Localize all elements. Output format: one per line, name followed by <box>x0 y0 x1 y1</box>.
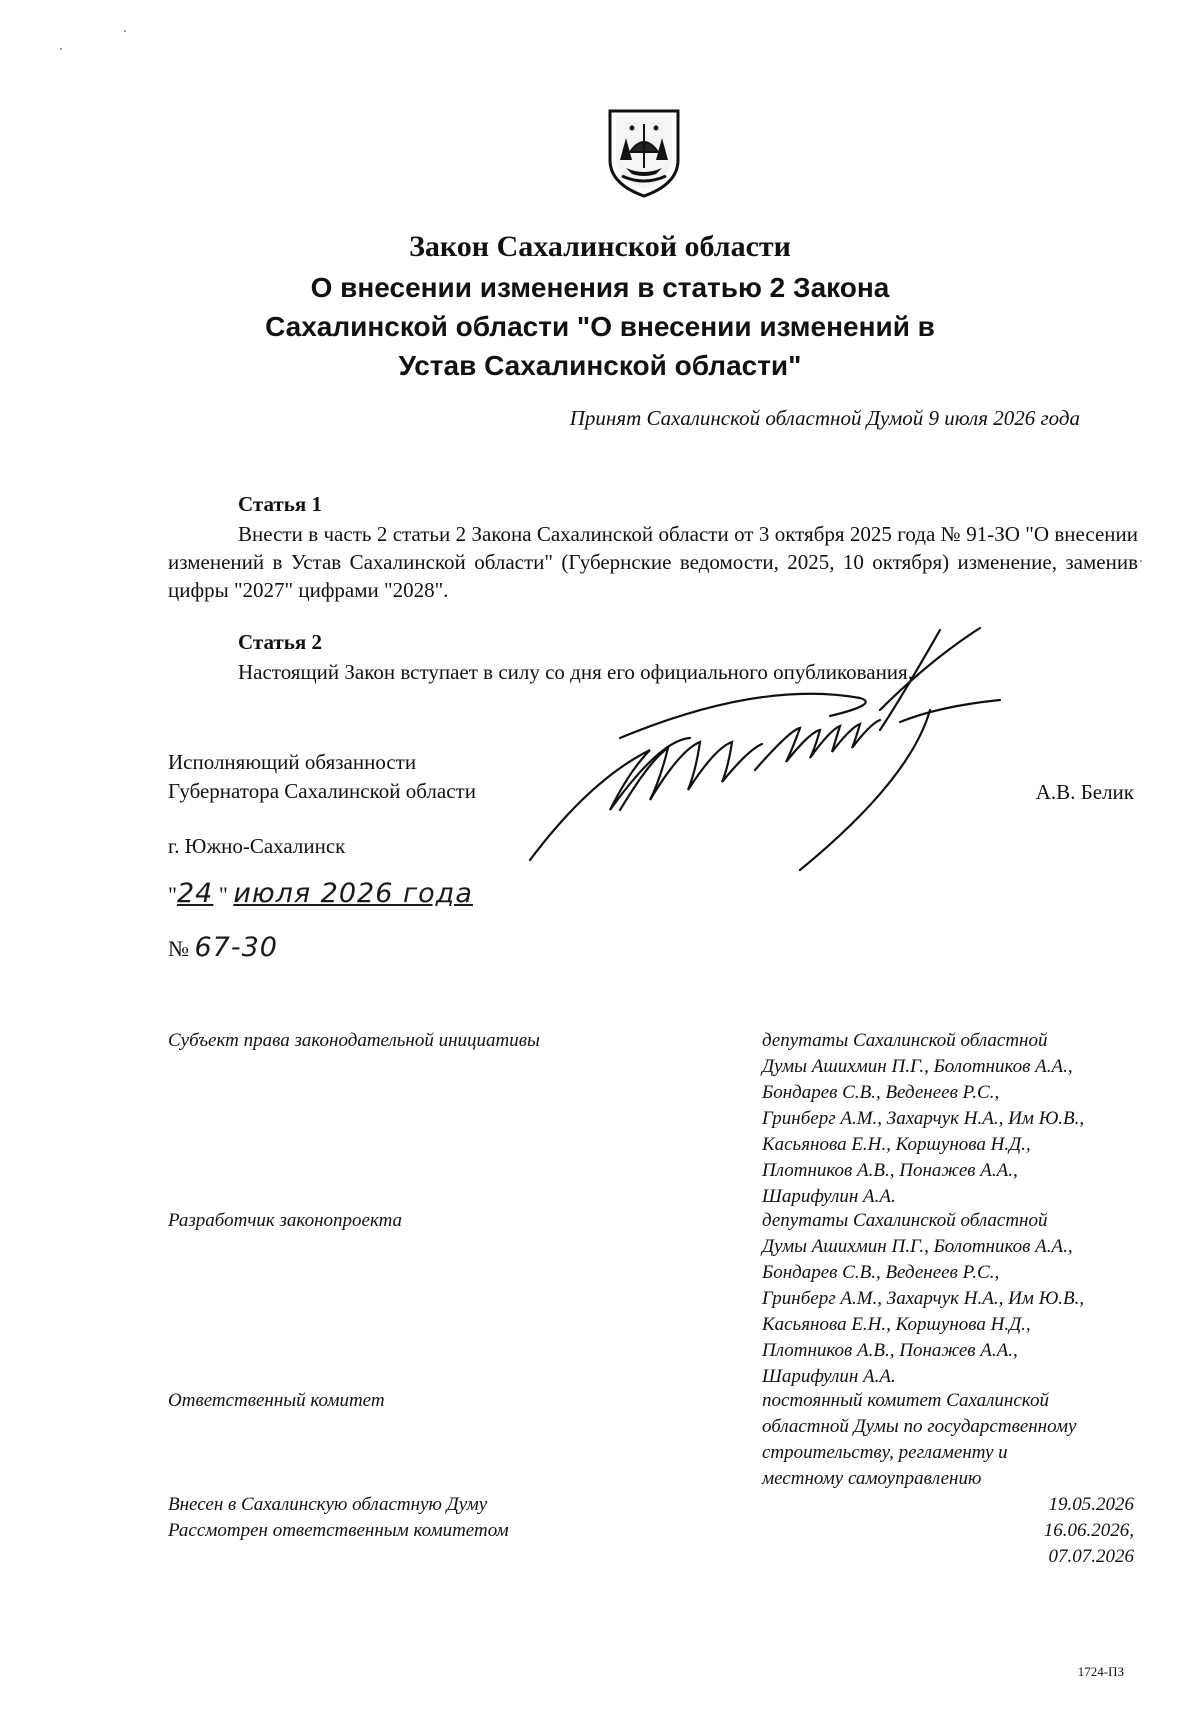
value-line: Гринберг А.М., Захарчук Н.А., Им Ю.В., <box>762 1108 1085 1129</box>
value-line: Гринберг А.М., Захарчук Н.А., Им Ю.В., <box>762 1288 1085 1309</box>
value-line: местному самоуправлению <box>762 1468 982 1489</box>
value-line: Бондарев С.В., Веденеев Р.С., <box>762 1262 1000 1283</box>
value-line: Касьянова Е.Н., Коршунова Н.Д., <box>762 1314 1031 1335</box>
signatory-title-line: Исполняющий обязанности <box>168 750 417 774</box>
responsible-committee-value <box>762 1388 1136 1492</box>
law-subtitle-line: О внесении изменения в статью 2 Закона <box>310 272 890 303</box>
article-1-title: Статья 1 <box>238 492 322 516</box>
value-line: Шарифулин А.А. <box>762 1186 896 1207</box>
initiative-subject-label: Субъект права законодательной инициативы <box>168 1030 540 1051</box>
value-line: Касьянова Е.Н., Коршунова Н.Д., <box>762 1134 1031 1155</box>
scan-speck <box>1140 560 1142 562</box>
scan-speck <box>124 30 126 32</box>
document-code: 1724-ПЗ <box>1077 1664 1124 1679</box>
signing-place: г. Южно-Сахалинск <box>168 834 346 858</box>
bill-developer-value <box>762 1208 1136 1390</box>
value-line: Бондарев С.В., Веденеев Р.С., <box>762 1082 1000 1103</box>
value-line: депутаты Сахалинской областной <box>762 1030 1048 1051</box>
adoption-note: Принят Сахалинской областной Думой 9 июля 2026 года <box>569 406 1080 430</box>
value-line: депутаты Сахалинской областной <box>762 1210 1048 1231</box>
handwritten-date-day: 24 <box>176 878 214 909</box>
considered-date: 07.07.2026 <box>1048 1546 1134 1567</box>
law-subtitle-line: Сахалинской области "О внесении изменений в <box>265 311 935 342</box>
signatory-title <box>168 748 476 806</box>
signatory-name: А.В. Белик <box>1035 780 1134 804</box>
considered-label: Рассмотрен ответственным комитетом <box>168 1520 509 1541</box>
article-2-text: Настоящий Закон вступает в силу со дня его официального опубликования. <box>238 660 913 684</box>
responsible-committee-label: Ответственный комитет <box>168 1390 385 1411</box>
initiative-subject-value <box>762 1028 1136 1210</box>
value-line: Шарифулин А.А. <box>762 1366 896 1387</box>
article-1-text: Внести в часть 2 статьи 2 Закона Сахалинской области от 3 октября 2025 года № 91-ЗО "О внесении изменений в Устав Сахалинской области" (Губернские ведомости, 2025, 10 октября) изменение, заменив цифры "2027" цифрами "2028". <box>168 522 1138 602</box>
bill-developer-label: Разработчик законопроекта <box>168 1210 403 1231</box>
law-subtitle <box>0 268 1200 385</box>
submitted-date: 19.05.2026 <box>1048 1494 1134 1515</box>
handwritten-law-number: 67-30 <box>194 932 278 963</box>
value-line: Плотников А.В., Понажев А.А., <box>762 1160 1018 1181</box>
law-title: Закон Сахалинской области <box>409 230 791 263</box>
date-close-quote: " <box>218 882 228 907</box>
article-2-title: Статья 2 <box>238 630 322 654</box>
sakhalin-coat-of-arms-icon <box>606 108 682 198</box>
scan-speck <box>60 48 62 50</box>
handwritten-date-rest: июля 2026 года <box>233 878 473 909</box>
submission-dates <box>1044 1492 1134 1570</box>
law-number <box>168 932 278 963</box>
value-line: областной Думы по государственному <box>762 1416 1077 1437</box>
date-open-quote: " <box>168 882 177 907</box>
value-line: Думы Ашихмин П.Г., Болотников А.А., <box>762 1056 1073 1077</box>
considered-date: 16.06.2026, <box>1043 1520 1134 1541</box>
value-line: Плотников А.В., Понажев А.А., <box>762 1340 1018 1361</box>
value-line: Думы Ашихмин П.Г., Болотников А.А., <box>762 1236 1073 1257</box>
value-line: постоянный комитет Сахалинской <box>762 1390 1049 1411</box>
enactment-date <box>168 878 473 909</box>
submitted-label: Внесен в Сахалинскую областную Думу <box>168 1494 488 1515</box>
value-line: строительству, регламенту и <box>762 1442 1008 1463</box>
signatory-title-line: Губернатора Сахалинской области <box>168 779 476 803</box>
law-subtitle-line: Устав Сахалинской области" <box>398 350 802 381</box>
handwritten-signature <box>500 620 1020 890</box>
number-sign: № <box>168 936 189 961</box>
